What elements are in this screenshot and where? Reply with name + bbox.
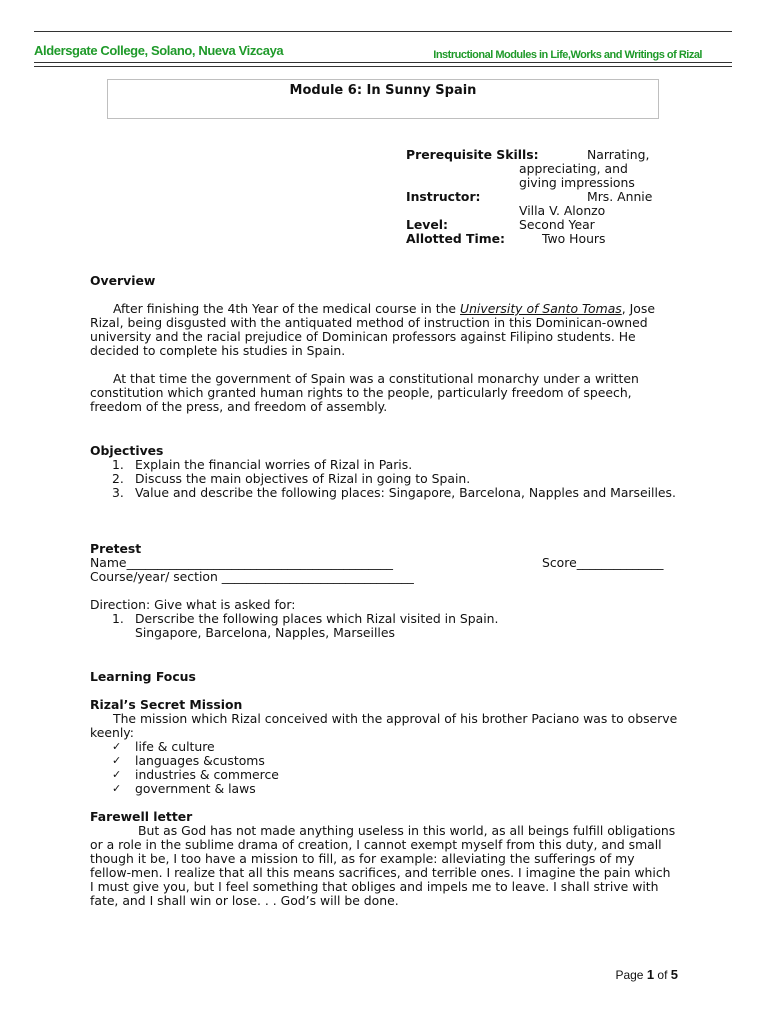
objectives-list <box>90 458 678 500</box>
overview-paragraph-1: After finishing the 4th Year of the medical course in the University of Santo Tomas, Jose Rizal, being disgusted with the antiquated method of instruction in this Dominican-owned university and the racial prejudice of Dominican professors against Filipino students. He decided to complete his studies in Spain. <box>90 301 655 358</box>
overview-heading: Overview <box>90 273 156 288</box>
prereq-label: Prerequisite Skills: <box>406 147 539 162</box>
learning-focus-heading: Learning Focus <box>90 669 196 684</box>
pretest-list <box>90 612 678 640</box>
objective-item: 2. Discuss the main objectives of Rizal in going to Spain. <box>112 471 471 486</box>
header-module-series: Instructional Modules in Life,Works and Writings of Rizal <box>433 49 702 61</box>
prereq-value-2: appreciating, and <box>519 161 628 176</box>
pretest-section <box>90 542 678 640</box>
total-pages: 5 <box>670 967 678 982</box>
checkmark-icon: ✓ <box>112 754 122 767</box>
instructor-value-1: Mrs. Annie <box>587 189 653 204</box>
header-top-rule <box>34 31 732 32</box>
checkmark-icon: ✓ <box>112 740 122 753</box>
time-value: Two Hours <box>542 231 606 246</box>
header-bottom-rule <box>34 62 732 63</box>
objective-item: 3. Value and describe the following places: Singapore, Barcelona, Napples and Marseilles. <box>112 485 676 500</box>
score-field[interactable]: ______________ <box>576 555 664 570</box>
score-label: Score <box>542 555 577 570</box>
checklist-item: ✓ languages &customs <box>112 753 265 768</box>
objectives-heading: Objectives <box>90 443 164 458</box>
checkmark-icon: ✓ <box>112 782 122 795</box>
ust-link[interactable]: University of Santo Tomas <box>460 301 622 316</box>
mission-checklist <box>90 740 678 796</box>
course-field[interactable]: _______________________________ <box>221 569 414 584</box>
learning-focus-section <box>90 670 678 908</box>
header-college-name: Aldersgate College, Solano, Nueva Vizcaya <box>34 43 284 58</box>
module-title: Module 6: In Sunny Spain <box>289 83 477 98</box>
farewell-heading: Farewell letter <box>90 809 193 824</box>
header-bottom-rule-2 <box>34 66 732 67</box>
module-title-box <box>107 79 659 119</box>
instructor-label: Instructor: <box>406 189 481 204</box>
secret-mission-text: The mission which Rizal conceived with the approval of his brother Paciano was to observe keenly: <box>90 711 678 740</box>
farewell-text: But as God has not made anything useless in this world, as all beings fulfill obligations or a role in the sublime drama of creation, I cannot exempt myself from this duty, and small though it be, I too have a mission to fill, as for example: alleviating the sufferings of my fellow-men. I realize that all this means sacrifices, and terrible ones. I imagine the pain which I must give you, but I feel something that obliges and impels me to leave. I shall strive with fate, and I shall win or lose. . . God’s will be done. <box>90 823 676 908</box>
overview-paragraph-2: At that time the government of Spain was a constitutional monarchy under a written constitution which granted human rights to the people, particularly freedom of speech, freedom of the press, and freedom of assembly. <box>90 371 639 414</box>
pretest-heading: Pretest <box>90 541 142 556</box>
current-page: 1 <box>646 967 655 982</box>
checklist-item: ✓ life & culture <box>112 739 215 754</box>
level-label: Level: <box>406 217 448 232</box>
name-field[interactable]: ___________________________________________ <box>126 555 393 570</box>
time-label: Allotted Time: <box>406 231 505 246</box>
level-value: Second Year <box>519 217 595 232</box>
overview-section <box>90 274 678 414</box>
objective-item: 1. Explain the financial worries of Rizal in Paris. <box>112 457 413 472</box>
checklist-item: ✓ industries & commerce <box>112 767 279 782</box>
secret-mission-heading: Rizal’s Secret Mission <box>90 697 243 712</box>
prereq-value-3: giving impressions <box>519 175 635 190</box>
name-label: Name <box>90 555 127 570</box>
checklist-item: ✓ government & laws <box>112 781 256 796</box>
objectives-section <box>90 444 678 500</box>
page-number: Page 1 of 5 <box>615 967 678 982</box>
prereq-value-1: Narrating, <box>587 147 650 162</box>
course-label: Course/year/ section <box>90 569 222 584</box>
pretest-direction: Direction: Give what is asked for: <box>90 597 296 612</box>
checkmark-icon: ✓ <box>112 768 122 781</box>
pretest-item: 1. Derscribe the following places which Rizal visited in Spain. Singapore, Barcelona, Napples, Marseilles <box>112 611 499 640</box>
instructor-value-2: Villa V. Alonzo <box>519 203 606 218</box>
